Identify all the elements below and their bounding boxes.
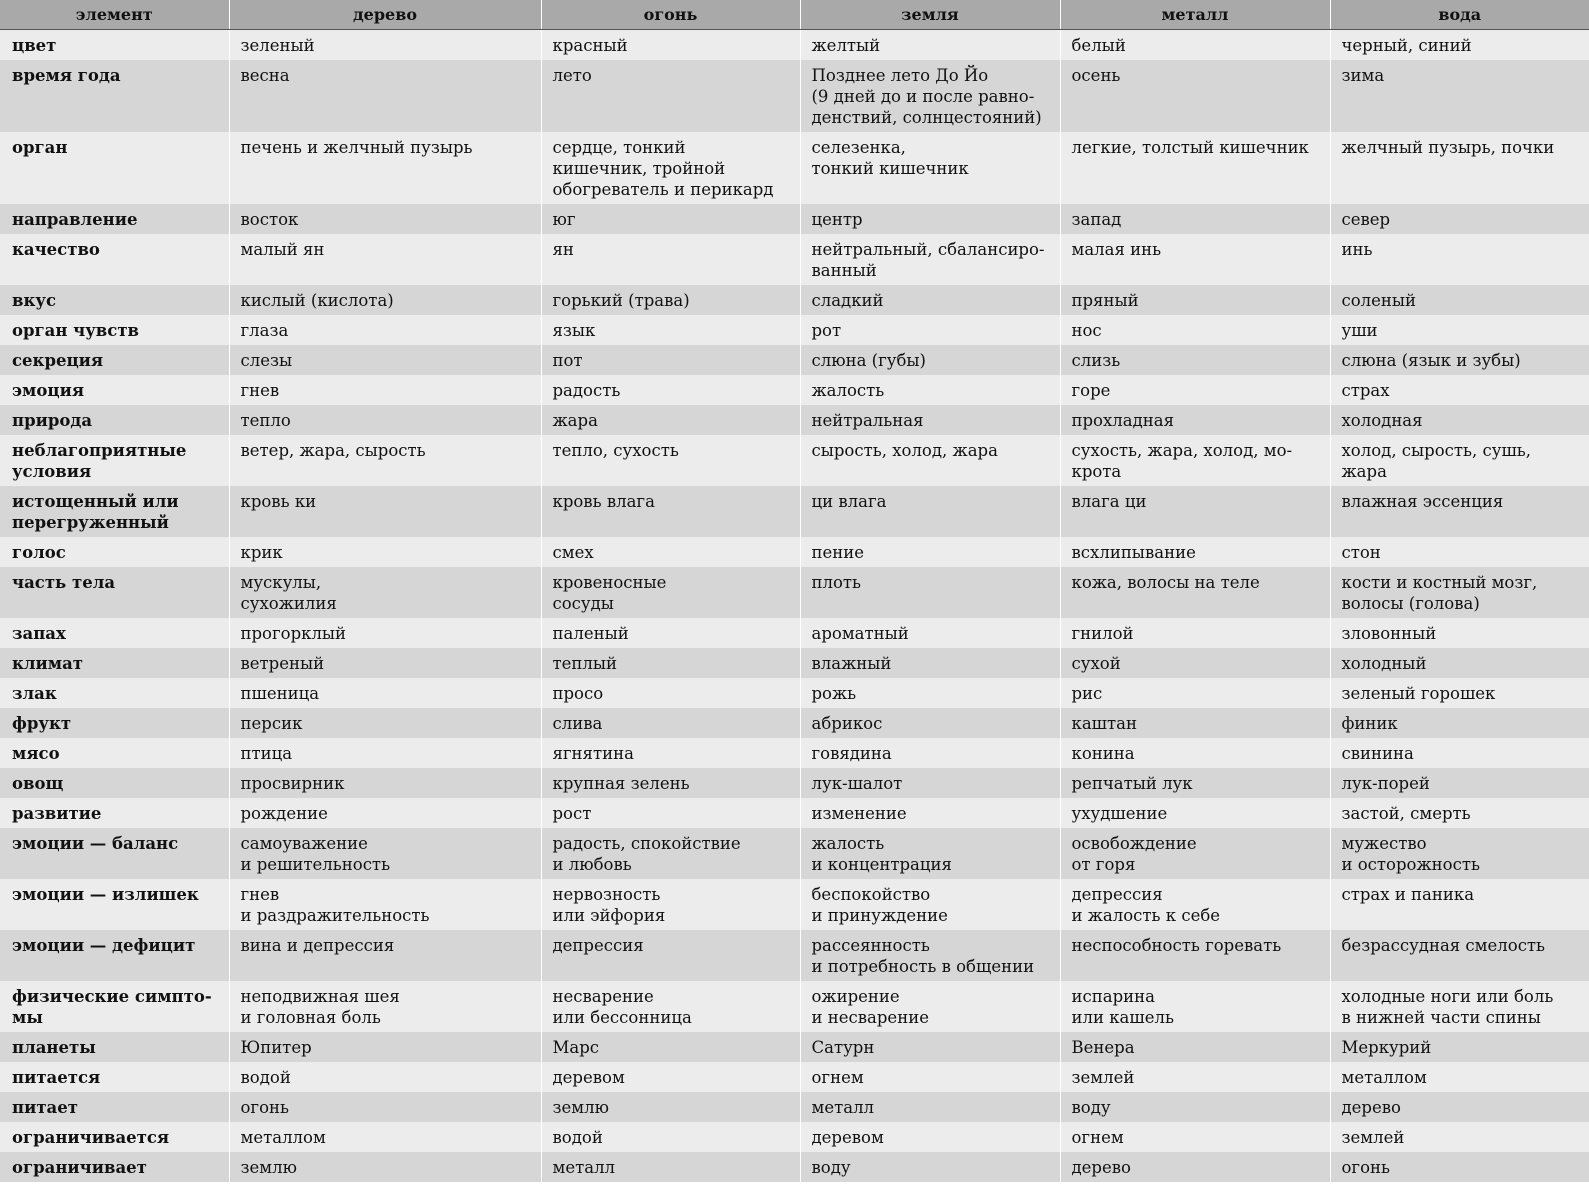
cell-wood: малый ян <box>229 234 541 285</box>
row-label: эмоции — излишек <box>0 879 229 930</box>
cell-wood: рождение <box>229 798 541 828</box>
row-label: питается <box>0 1062 229 1092</box>
cell-metal: неспособность горевать <box>1060 930 1330 981</box>
table-row <box>0 1092 1589 1122</box>
table-header-row <box>0 0 1589 30</box>
cell-fire: ян <box>541 234 800 285</box>
row-label: питает <box>0 1092 229 1122</box>
cell-water: Меркурий <box>1330 1032 1589 1062</box>
cell-metal: освобождение от горя <box>1060 828 1330 879</box>
row-label: часть тела <box>0 567 229 618</box>
row-label: мясо <box>0 738 229 768</box>
cell-earth: беспокойство и принуждение <box>800 879 1060 930</box>
row-label: злак <box>0 678 229 708</box>
cell-earth: воду <box>800 1152 1060 1182</box>
table-row <box>0 1032 1589 1062</box>
cell-metal: конина <box>1060 738 1330 768</box>
cell-earth: Позднее лето До Йо (9 дней до и после равно- денствий, солнцестояний) <box>800 60 1060 132</box>
cell-metal: сухость, жара, холод, мо- крота <box>1060 435 1330 486</box>
cell-metal: рис <box>1060 678 1330 708</box>
cell-fire: лето <box>541 60 800 132</box>
cell-water: влажная эссенция <box>1330 486 1589 537</box>
table-row <box>0 405 1589 435</box>
cell-water: безрассудная смелость <box>1330 930 1589 981</box>
row-label: ограничивается <box>0 1122 229 1152</box>
table-row <box>0 345 1589 375</box>
table-row <box>0 537 1589 567</box>
cell-water: кости и костный мозг, волосы (голова) <box>1330 567 1589 618</box>
cell-metal: слизь <box>1060 345 1330 375</box>
cell-metal: воду <box>1060 1092 1330 1122</box>
column-header-element: элемент <box>0 0 229 30</box>
cell-water: холодные ноги или боль в нижней части спины <box>1330 981 1589 1032</box>
cell-wood: тепло <box>229 405 541 435</box>
cell-fire: язык <box>541 315 800 345</box>
cell-earth: сырость, холод, жара <box>800 435 1060 486</box>
cell-earth: ци влага <box>800 486 1060 537</box>
cell-fire: горький (трава) <box>541 285 800 315</box>
table-row <box>0 981 1589 1032</box>
cell-metal: нос <box>1060 315 1330 345</box>
cell-wood: пшеница <box>229 678 541 708</box>
row-label: планеты <box>0 1032 229 1062</box>
cell-fire: ягнятина <box>541 738 800 768</box>
cell-earth: рожь <box>800 678 1060 708</box>
row-label: цвет <box>0 30 229 61</box>
table-row <box>0 879 1589 930</box>
row-label: ограничивает <box>0 1152 229 1182</box>
cell-water: соленый <box>1330 285 1589 315</box>
row-label: климат <box>0 648 229 678</box>
cell-water: черный, синий <box>1330 30 1589 61</box>
cell-fire: юг <box>541 204 800 234</box>
cell-fire: кровь влага <box>541 486 800 537</box>
cell-fire: землю <box>541 1092 800 1122</box>
cell-wood: весна <box>229 60 541 132</box>
cell-fire: металл <box>541 1152 800 1182</box>
cell-earth: деревом <box>800 1122 1060 1152</box>
cell-water: слюна (язык и зубы) <box>1330 345 1589 375</box>
column-header-fire: огонь <box>541 0 800 30</box>
cell-wood: Юпитер <box>229 1032 541 1062</box>
cell-wood: прогорклый <box>229 618 541 648</box>
cell-metal: малая инь <box>1060 234 1330 285</box>
cell-water: землей <box>1330 1122 1589 1152</box>
cell-wood: землю <box>229 1152 541 1182</box>
cell-wood: самоуважение и решительность <box>229 828 541 879</box>
cell-wood: зеленый <box>229 30 541 61</box>
cell-water: зима <box>1330 60 1589 132</box>
cell-metal: осень <box>1060 60 1330 132</box>
row-label: истощенный или перегруженный <box>0 486 229 537</box>
table-row <box>0 1062 1589 1092</box>
cell-metal: легкие, толстый кишечник <box>1060 132 1330 204</box>
column-header-metal: металл <box>1060 0 1330 30</box>
cell-water: инь <box>1330 234 1589 285</box>
table-row <box>0 234 1589 285</box>
table-row <box>0 828 1589 879</box>
cell-wood: персик <box>229 708 541 738</box>
cell-water: страх и паника <box>1330 879 1589 930</box>
table-row <box>0 1152 1589 1182</box>
cell-earth: центр <box>800 204 1060 234</box>
table-row <box>0 486 1589 537</box>
cell-metal: пряный <box>1060 285 1330 315</box>
row-label: природа <box>0 405 229 435</box>
cell-metal: кожа, волосы на теле <box>1060 567 1330 618</box>
cell-water: дерево <box>1330 1092 1589 1122</box>
cell-wood: ветер, жара, сырость <box>229 435 541 486</box>
row-label: физические симпто- мы <box>0 981 229 1032</box>
cell-earth: влажный <box>800 648 1060 678</box>
cell-metal: белый <box>1060 30 1330 61</box>
table-row <box>0 204 1589 234</box>
cell-earth: говядина <box>800 738 1060 768</box>
row-label: развитие <box>0 798 229 828</box>
cell-fire: просо <box>541 678 800 708</box>
cell-earth: металл <box>800 1092 1060 1122</box>
cell-metal: депрессия и жалость к себе <box>1060 879 1330 930</box>
cell-water: финик <box>1330 708 1589 738</box>
cell-water: желчный пузырь, почки <box>1330 132 1589 204</box>
cell-earth: слюна (губы) <box>800 345 1060 375</box>
table-row <box>0 738 1589 768</box>
cell-fire: нервозность или эйфория <box>541 879 800 930</box>
row-label: овощ <box>0 768 229 798</box>
cell-water: уши <box>1330 315 1589 345</box>
cell-metal: прохладная <box>1060 405 1330 435</box>
cell-earth: ожирение и несварение <box>800 981 1060 1032</box>
cell-water: свинина <box>1330 738 1589 768</box>
cell-water: холодный <box>1330 648 1589 678</box>
cell-earth: Сатурн <box>800 1032 1060 1062</box>
column-header-earth: земля <box>800 0 1060 30</box>
row-label: секреция <box>0 345 229 375</box>
cell-water: стон <box>1330 537 1589 567</box>
cell-earth: желтый <box>800 30 1060 61</box>
row-label: направление <box>0 204 229 234</box>
cell-earth: рассеянность и потребность в общении <box>800 930 1060 981</box>
cell-wood: неподвижная шея и головная боль <box>229 981 541 1032</box>
cell-wood: кислый (кислота) <box>229 285 541 315</box>
cell-wood: мускулы, сухожилия <box>229 567 541 618</box>
cell-metal: репчатый лук <box>1060 768 1330 798</box>
table-row <box>0 798 1589 828</box>
cell-metal: ухудшение <box>1060 798 1330 828</box>
cell-fire: Марс <box>541 1032 800 1062</box>
row-label: фрукт <box>0 708 229 738</box>
cell-fire: сердце, тонкий кишечник, тройной обогреватель и перикард <box>541 132 800 204</box>
cell-fire: паленый <box>541 618 800 648</box>
row-label: качество <box>0 234 229 285</box>
cell-wood: крик <box>229 537 541 567</box>
cell-fire: радость, спокойствие и любовь <box>541 828 800 879</box>
row-label: эмоция <box>0 375 229 405</box>
cell-earth: плоть <box>800 567 1060 618</box>
row-label: эмоции — дефицит <box>0 930 229 981</box>
cell-fire: слива <box>541 708 800 738</box>
table-row <box>0 618 1589 648</box>
cell-water: холод, сырость, сушь, жара <box>1330 435 1589 486</box>
cell-wood: огонь <box>229 1092 541 1122</box>
column-header-water: вода <box>1330 0 1589 30</box>
table-row <box>0 315 1589 345</box>
cell-metal: гнилой <box>1060 618 1330 648</box>
cell-wood: печень и желчный пузырь <box>229 132 541 204</box>
cell-earth: рот <box>800 315 1060 345</box>
table-row <box>0 375 1589 405</box>
cell-wood: гнев и раздражительность <box>229 879 541 930</box>
cell-metal: испарина или кашель <box>1060 981 1330 1032</box>
cell-earth: лук-шалот <box>800 768 1060 798</box>
table-row <box>0 678 1589 708</box>
cell-earth: нейтральный, сбалансиро- ванный <box>800 234 1060 285</box>
table-row <box>0 285 1589 315</box>
cell-metal: землей <box>1060 1062 1330 1092</box>
row-label: время года <box>0 60 229 132</box>
cell-water: страх <box>1330 375 1589 405</box>
cell-fire: смех <box>541 537 800 567</box>
row-label: голос <box>0 537 229 567</box>
cell-water: огонь <box>1330 1152 1589 1182</box>
cell-earth: сладкий <box>800 285 1060 315</box>
row-label: запах <box>0 618 229 648</box>
row-label: орган чувств <box>0 315 229 345</box>
cell-water: мужество и осторожность <box>1330 828 1589 879</box>
cell-earth: огнем <box>800 1062 1060 1092</box>
cell-fire: несварение или бессонница <box>541 981 800 1032</box>
row-label: вкус <box>0 285 229 315</box>
cell-earth: ароматный <box>800 618 1060 648</box>
row-label: неблагоприятные условия <box>0 435 229 486</box>
cell-earth: селезенка, тонкий кишечник <box>800 132 1060 204</box>
table-row <box>0 567 1589 618</box>
cell-earth: пение <box>800 537 1060 567</box>
cell-fire: жара <box>541 405 800 435</box>
cell-fire: крупная зелень <box>541 768 800 798</box>
cell-fire: пот <box>541 345 800 375</box>
cell-water: зловонный <box>1330 618 1589 648</box>
table-row <box>0 30 1589 61</box>
cell-earth: жалость <box>800 375 1060 405</box>
table-body <box>0 30 1589 1183</box>
table-row <box>0 60 1589 132</box>
cell-metal: Венера <box>1060 1032 1330 1062</box>
cell-metal: всхлипывание <box>1060 537 1330 567</box>
cell-wood: вина и депрессия <box>229 930 541 981</box>
cell-metal: каштан <box>1060 708 1330 738</box>
row-label: эмоции — баланс <box>0 828 229 879</box>
table-row <box>0 648 1589 678</box>
cell-water: зеленый горошек <box>1330 678 1589 708</box>
cell-wood: гнев <box>229 375 541 405</box>
cell-water: холодная <box>1330 405 1589 435</box>
cell-fire: тепло, сухость <box>541 435 800 486</box>
cell-fire: депрессия <box>541 930 800 981</box>
cell-wood: водой <box>229 1062 541 1092</box>
cell-wood: птица <box>229 738 541 768</box>
cell-earth: нейтральная <box>800 405 1060 435</box>
table-row <box>0 708 1589 738</box>
cell-metal: запад <box>1060 204 1330 234</box>
cell-fire: кровеносные сосуды <box>541 567 800 618</box>
table-row <box>0 435 1589 486</box>
cell-wood: восток <box>229 204 541 234</box>
cell-earth: жалость и концентрация <box>800 828 1060 879</box>
cell-metal: горе <box>1060 375 1330 405</box>
cell-water: север <box>1330 204 1589 234</box>
table-row <box>0 132 1589 204</box>
cell-wood: кровь ки <box>229 486 541 537</box>
table-row <box>0 1122 1589 1152</box>
cell-fire: деревом <box>541 1062 800 1092</box>
cell-earth: абрикос <box>800 708 1060 738</box>
cell-wood: просвирник <box>229 768 541 798</box>
table-row <box>0 930 1589 981</box>
cell-fire: теплый <box>541 648 800 678</box>
column-header-wood: дерево <box>229 0 541 30</box>
cell-wood: металлом <box>229 1122 541 1152</box>
cell-fire: рост <box>541 798 800 828</box>
cell-fire: радость <box>541 375 800 405</box>
cell-water: лук-порей <box>1330 768 1589 798</box>
cell-fire: красный <box>541 30 800 61</box>
cell-earth: изменение <box>800 798 1060 828</box>
cell-metal: дерево <box>1060 1152 1330 1182</box>
cell-water: застой, смерть <box>1330 798 1589 828</box>
cell-metal: влага ци <box>1060 486 1330 537</box>
cell-wood: глаза <box>229 315 541 345</box>
cell-water: металлом <box>1330 1062 1589 1092</box>
cell-metal: сухой <box>1060 648 1330 678</box>
cell-fire: водой <box>541 1122 800 1152</box>
table-row <box>0 768 1589 798</box>
row-label: орган <box>0 132 229 204</box>
cell-wood: ветреный <box>229 648 541 678</box>
cell-metal: огнем <box>1060 1122 1330 1152</box>
cell-wood: слезы <box>229 345 541 375</box>
